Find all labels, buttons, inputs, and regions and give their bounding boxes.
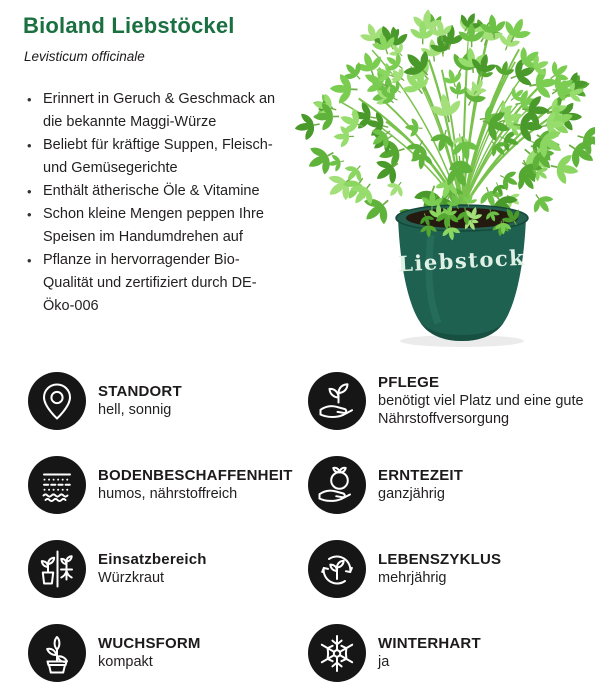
- attribute-pflege: [308, 372, 590, 430]
- feature-list: [24, 88, 276, 318]
- attribute-winterhart: [308, 624, 590, 682]
- attribute-standort: [28, 372, 308, 430]
- botanical-name: Levisticum officinale: [24, 49, 145, 64]
- attribute-label: BODENBESCHAFFENHEIT: [98, 467, 293, 484]
- attribute-label: PFLEGE: [378, 374, 440, 391]
- attribute-grid: [28, 372, 590, 682]
- pot-and-sprout-icon: [28, 540, 86, 598]
- attribute-wuchsform: [28, 624, 308, 682]
- life-cycle-icon: [308, 540, 366, 598]
- plant-image: [295, 5, 595, 350]
- attribute-label: LEBENSZYKLUS: [378, 551, 502, 568]
- attribute-value: humos, nährstoffreich: [98, 486, 238, 502]
- hand-fruit-icon: [308, 456, 366, 514]
- soil-layers-icon: [28, 456, 86, 514]
- feature-item: • Schon kleine Mengen peppen Ihre Speisen im Handumdrehen auf: [24, 203, 276, 249]
- plant-foliage: [295, 7, 595, 234]
- attribute-value: benötigt viel Platz und eine gute Nährstoffversorgung: [378, 393, 584, 427]
- snowflake-icon: [308, 624, 366, 682]
- feature-item: • Pflanze in hervorragender Bio-Qualität und zertifiziert durch DE-Öko-006: [24, 249, 276, 318]
- attribute-value: hell, sonnig: [98, 402, 172, 418]
- attribute-value: ganzjährig: [378, 486, 445, 502]
- potted-plant-icon: [28, 624, 86, 682]
- attribute-label: Einsatzbereich: [98, 551, 207, 568]
- feature-item: • Erinnert in Geruch & Geschmack an die bekannte Maggi-Würze: [24, 88, 276, 134]
- feature-item: • Enthält ätherische Öle & Vitamine: [24, 180, 276, 203]
- attribute-erntezeit: [308, 456, 590, 514]
- attribute-lebenszyklus: [308, 540, 590, 598]
- location-pin-icon: [28, 372, 86, 430]
- attribute-value: ja: [378, 654, 390, 670]
- attribute-label: WINTERHART: [378, 635, 481, 652]
- attribute-value: kompakt: [98, 654, 153, 670]
- product-photo: [295, 5, 595, 350]
- attribute-label: ERNTEZEIT: [378, 467, 464, 484]
- hand-seedling-icon: [308, 372, 366, 430]
- attribute-einsatzbereich: [28, 540, 308, 598]
- attribute-value: Würzkraut: [98, 570, 165, 586]
- page-title: Bioland Liebstöckel: [23, 13, 235, 38]
- attribute-label: WUCHSFORM: [98, 635, 201, 652]
- feature-item: • Beliebt für kräftige Suppen, Fleisch- und Gemüsegerichte: [24, 134, 276, 180]
- pot-label: Liebstock: [397, 244, 526, 277]
- attribute-bodenbeschaffenheit: [28, 456, 308, 514]
- attribute-value: mehrjährig: [378, 570, 447, 586]
- attribute-label: STANDORT: [98, 383, 182, 400]
